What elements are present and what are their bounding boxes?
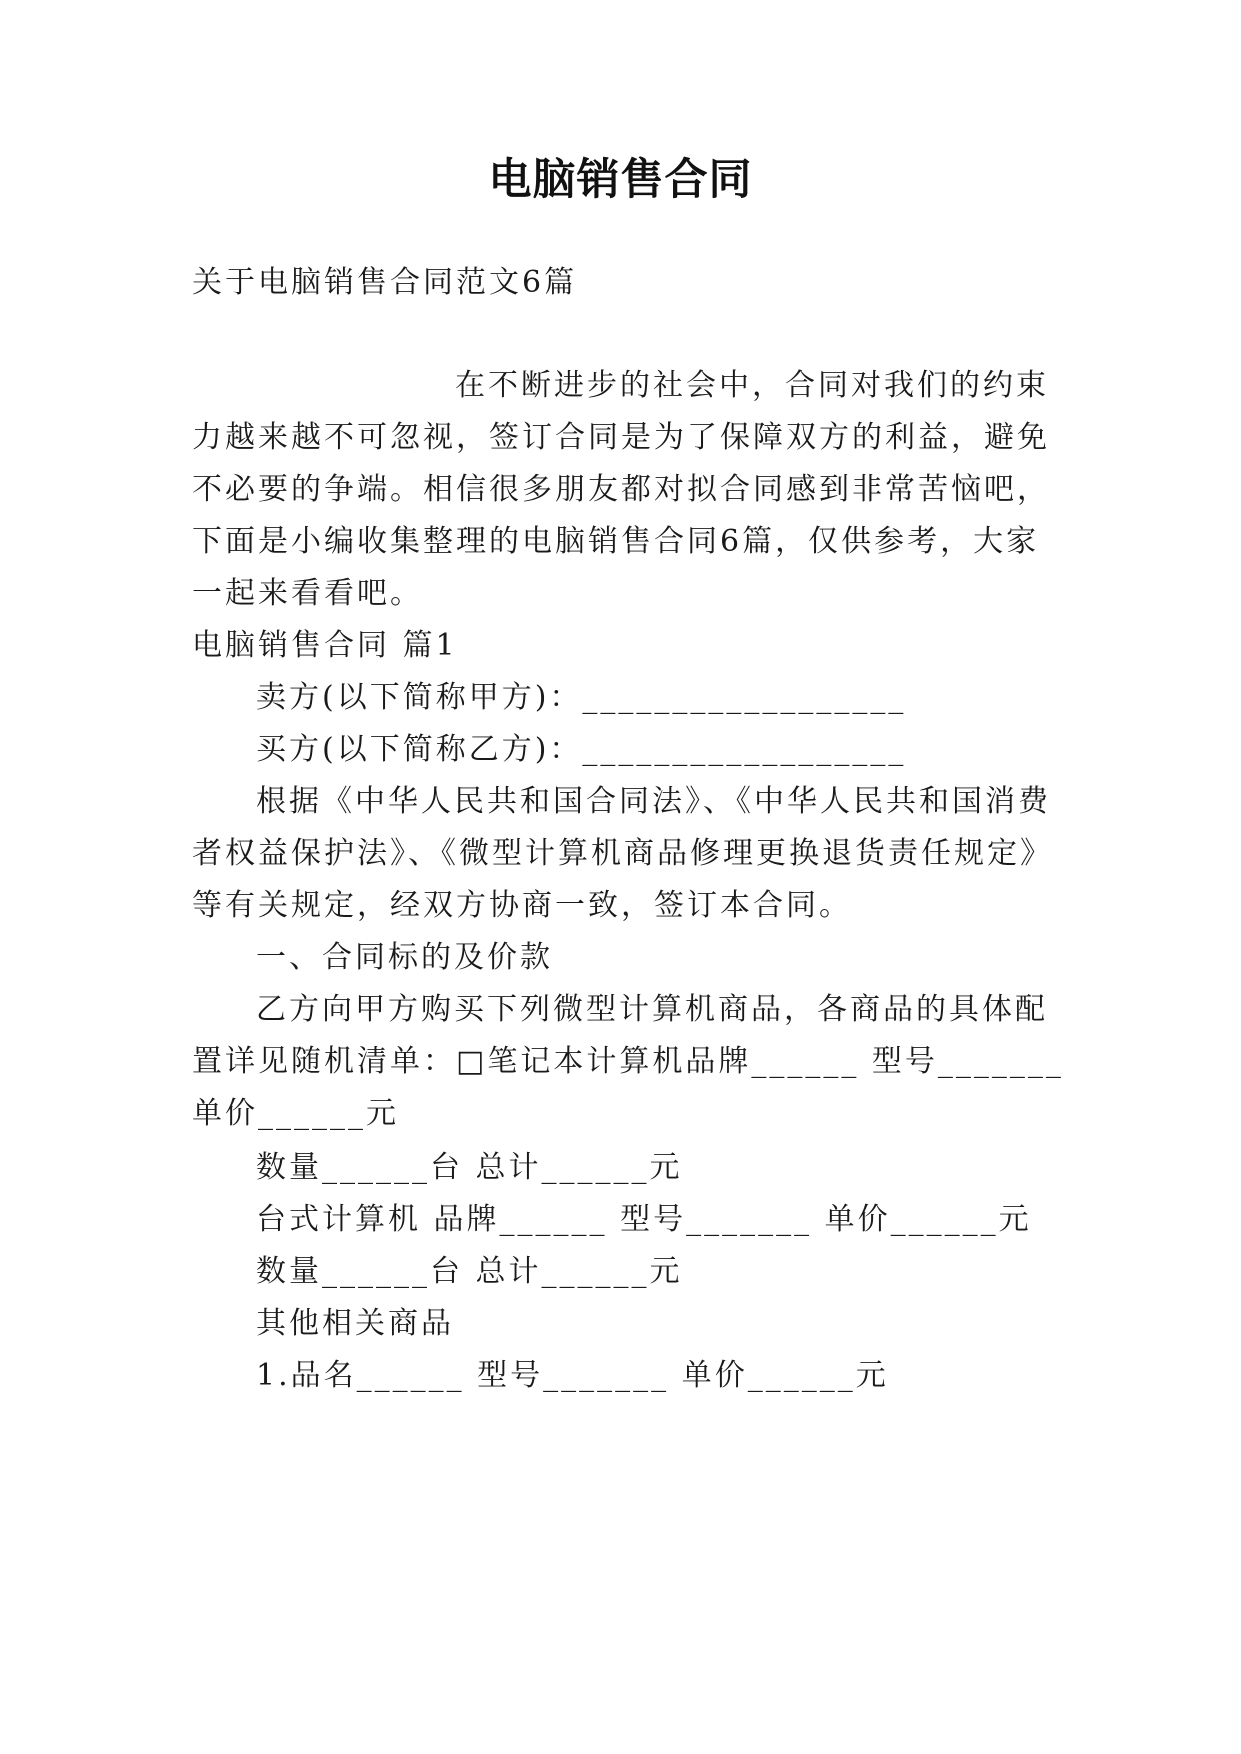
document-subtitle: 关于电脑销售合同范文6篇 xyxy=(192,265,578,300)
intro-line: 力越来越不可忽视，签订合同是为了保障双方的利益，避免 xyxy=(192,420,1050,455)
document-title: 电脑销售合同 xyxy=(488,155,753,205)
basis-line: 等有关规定，经双方协商一致，签订本合同。 xyxy=(192,888,852,923)
buyer-line: 买方(以下简称乙方)：__________________ xyxy=(256,732,907,767)
section-heading: 电脑销售合同 篇1 xyxy=(192,628,458,663)
basis-line: 根据《中华人民共和国合同法》、《中华人民共和国消费 xyxy=(256,784,1051,819)
clause-body-line: 单价______元 xyxy=(192,1096,399,1131)
desktop-quantity-line: 数量______台 总计______元 xyxy=(256,1254,683,1289)
intro-line: 下面是小编收集整理的电脑销售合同6篇，仅供参考，大家 xyxy=(192,524,1040,559)
intro-line: 不必要的争端。相信很多朋友都对拟合同感到非常苦恼吧， xyxy=(192,472,1050,507)
clause-heading: 一、合同标的及价款 xyxy=(256,940,553,975)
other-goods-heading: 其他相关商品 xyxy=(256,1306,454,1341)
seller-line: 卖方(以下简称甲方)：__________________ xyxy=(256,680,907,715)
intro-line: 在不断进步的社会中，合同对我们的约束 xyxy=(455,368,1049,403)
basis-line: 者权益保护法》、《微型计算机商品修理更换退货责任规定》 xyxy=(192,836,1053,871)
clause-body-line: 乙方向甲方购买下列微型计算机商品，各商品的具体配 xyxy=(256,992,1048,1027)
notebook-quantity-line: 数量______台 总计______元 xyxy=(256,1150,683,1185)
intro-line: 一起来看看吧。 xyxy=(192,576,423,611)
desktop-line: 台式计算机 品牌______ 型号_______ 单价______元 xyxy=(256,1202,1032,1237)
clause-body-line: 置详见随机清单：□笔记本计算机品牌______ 型号_______ xyxy=(192,1044,1064,1079)
item-line: 1.品名______ 型号_______ 单价______元 xyxy=(256,1358,889,1393)
